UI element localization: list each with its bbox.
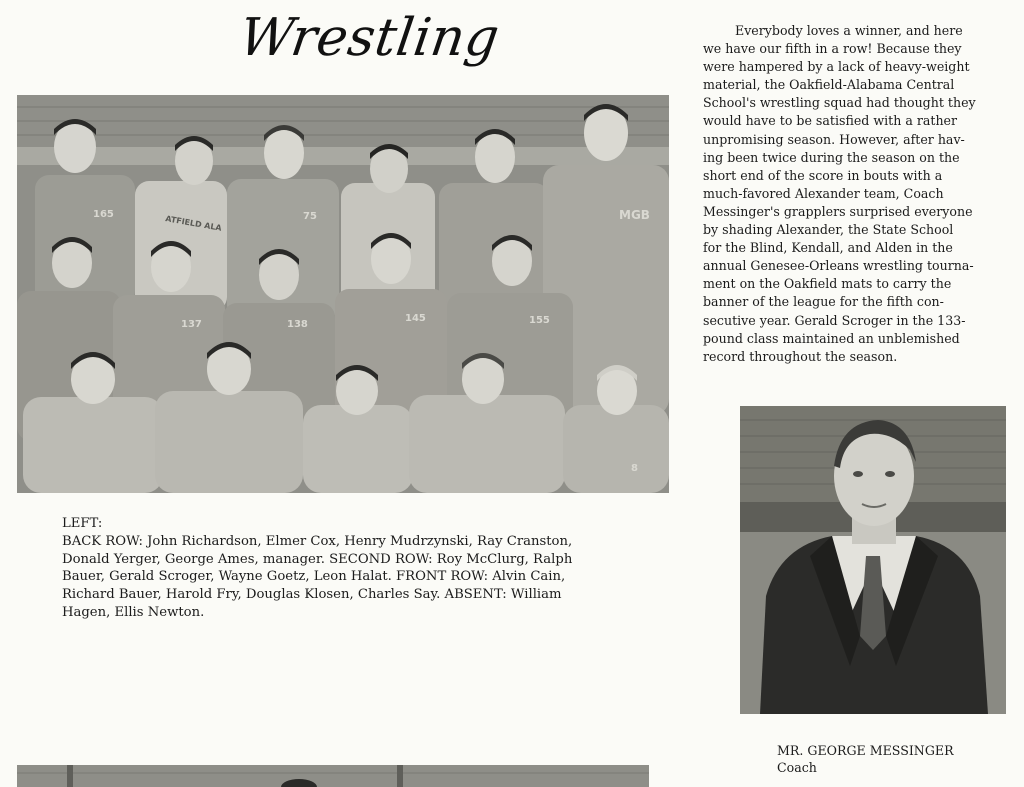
coach-role: Coach bbox=[777, 760, 817, 775]
story-line: were hampered by a lack of heavy-weight bbox=[703, 59, 970, 75]
story-line: annual Genesee-Orleans wrestling tourna- bbox=[703, 258, 974, 274]
story-line: material, the Oakfield-Alabama Central bbox=[703, 77, 955, 93]
jersey-mark: 145 bbox=[405, 313, 426, 324]
story-line: we have our fifth in a row! Because they bbox=[703, 41, 962, 57]
caption-line: BACK ROW: John Richardson, Elmer Cox, Henry Mudrzynski, Ray Cranston, bbox=[62, 533, 573, 549]
story-line: Everybody loves a winner, and here bbox=[735, 23, 963, 38]
caption-line: Bauer, Gerald Scroger, Wayne Goetz, Leon Halat. FRONT ROW: Alvin Cain, bbox=[62, 569, 566, 585]
jersey-mark: 137 bbox=[181, 319, 202, 330]
story-line: for the Blind, Kendall, and Alden in the bbox=[703, 240, 953, 256]
caption-line: Richard Bauer, Harold Fry, Douglas Klosen, Charles Say. ABSENT: William bbox=[62, 587, 562, 603]
coach-photo bbox=[740, 406, 1006, 714]
jersey-mark: 165 bbox=[93, 209, 114, 220]
story-text bbox=[703, 22, 1003, 366]
jersey-mark: ATFIELD ALA bbox=[164, 214, 223, 233]
story-line: pound class maintained an unblemished bbox=[703, 330, 960, 346]
coach-caption bbox=[777, 742, 954, 776]
story-line: ing been twice during the season on the bbox=[703, 149, 960, 165]
story-line: unpromising season. However, after hav- bbox=[703, 131, 965, 147]
caption-line: Donald Yerger, George Ames, manager. SECOND ROW: Roy McClurg, Ralph bbox=[62, 551, 573, 567]
team-photo bbox=[17, 95, 669, 493]
jersey-mark: 75 bbox=[303, 211, 317, 222]
story-line: short end of the score in bouts with a bbox=[703, 167, 943, 183]
story-line: would have to be satisfied with a rather bbox=[703, 113, 958, 129]
story-line: Messinger's grapplers surprised everyone bbox=[703, 203, 973, 219]
caption-line: Hagen, Ellis Newton. bbox=[62, 604, 205, 620]
coach-name: MR. GEORGE MESSINGER bbox=[777, 743, 954, 758]
story-line: secutive year. Gerald Scroger in the 133- bbox=[703, 312, 966, 328]
story-line: banner of the league for the fifth con- bbox=[703, 294, 944, 310]
story-line: ment on the Oakfield mats to carry the bbox=[703, 276, 952, 292]
jersey-mark: 138 bbox=[287, 319, 308, 330]
jersey-mark: 155 bbox=[529, 315, 550, 326]
jersey-mark: MGB bbox=[619, 208, 650, 222]
jersey-mark: 8 bbox=[631, 463, 638, 474]
caption-line: LEFT: bbox=[62, 516, 103, 531]
story-line: record throughout the season. bbox=[703, 348, 898, 364]
story-line: School's wrestling squad had thought they bbox=[703, 95, 976, 111]
page-title: Wrestling bbox=[235, 8, 504, 68]
story-line: much-favored Alexander team, Coach bbox=[703, 185, 944, 201]
team-photo-caption bbox=[62, 515, 632, 622]
bottom-photo bbox=[17, 765, 649, 787]
story-line: by shading Alexander, the State School bbox=[703, 222, 954, 238]
